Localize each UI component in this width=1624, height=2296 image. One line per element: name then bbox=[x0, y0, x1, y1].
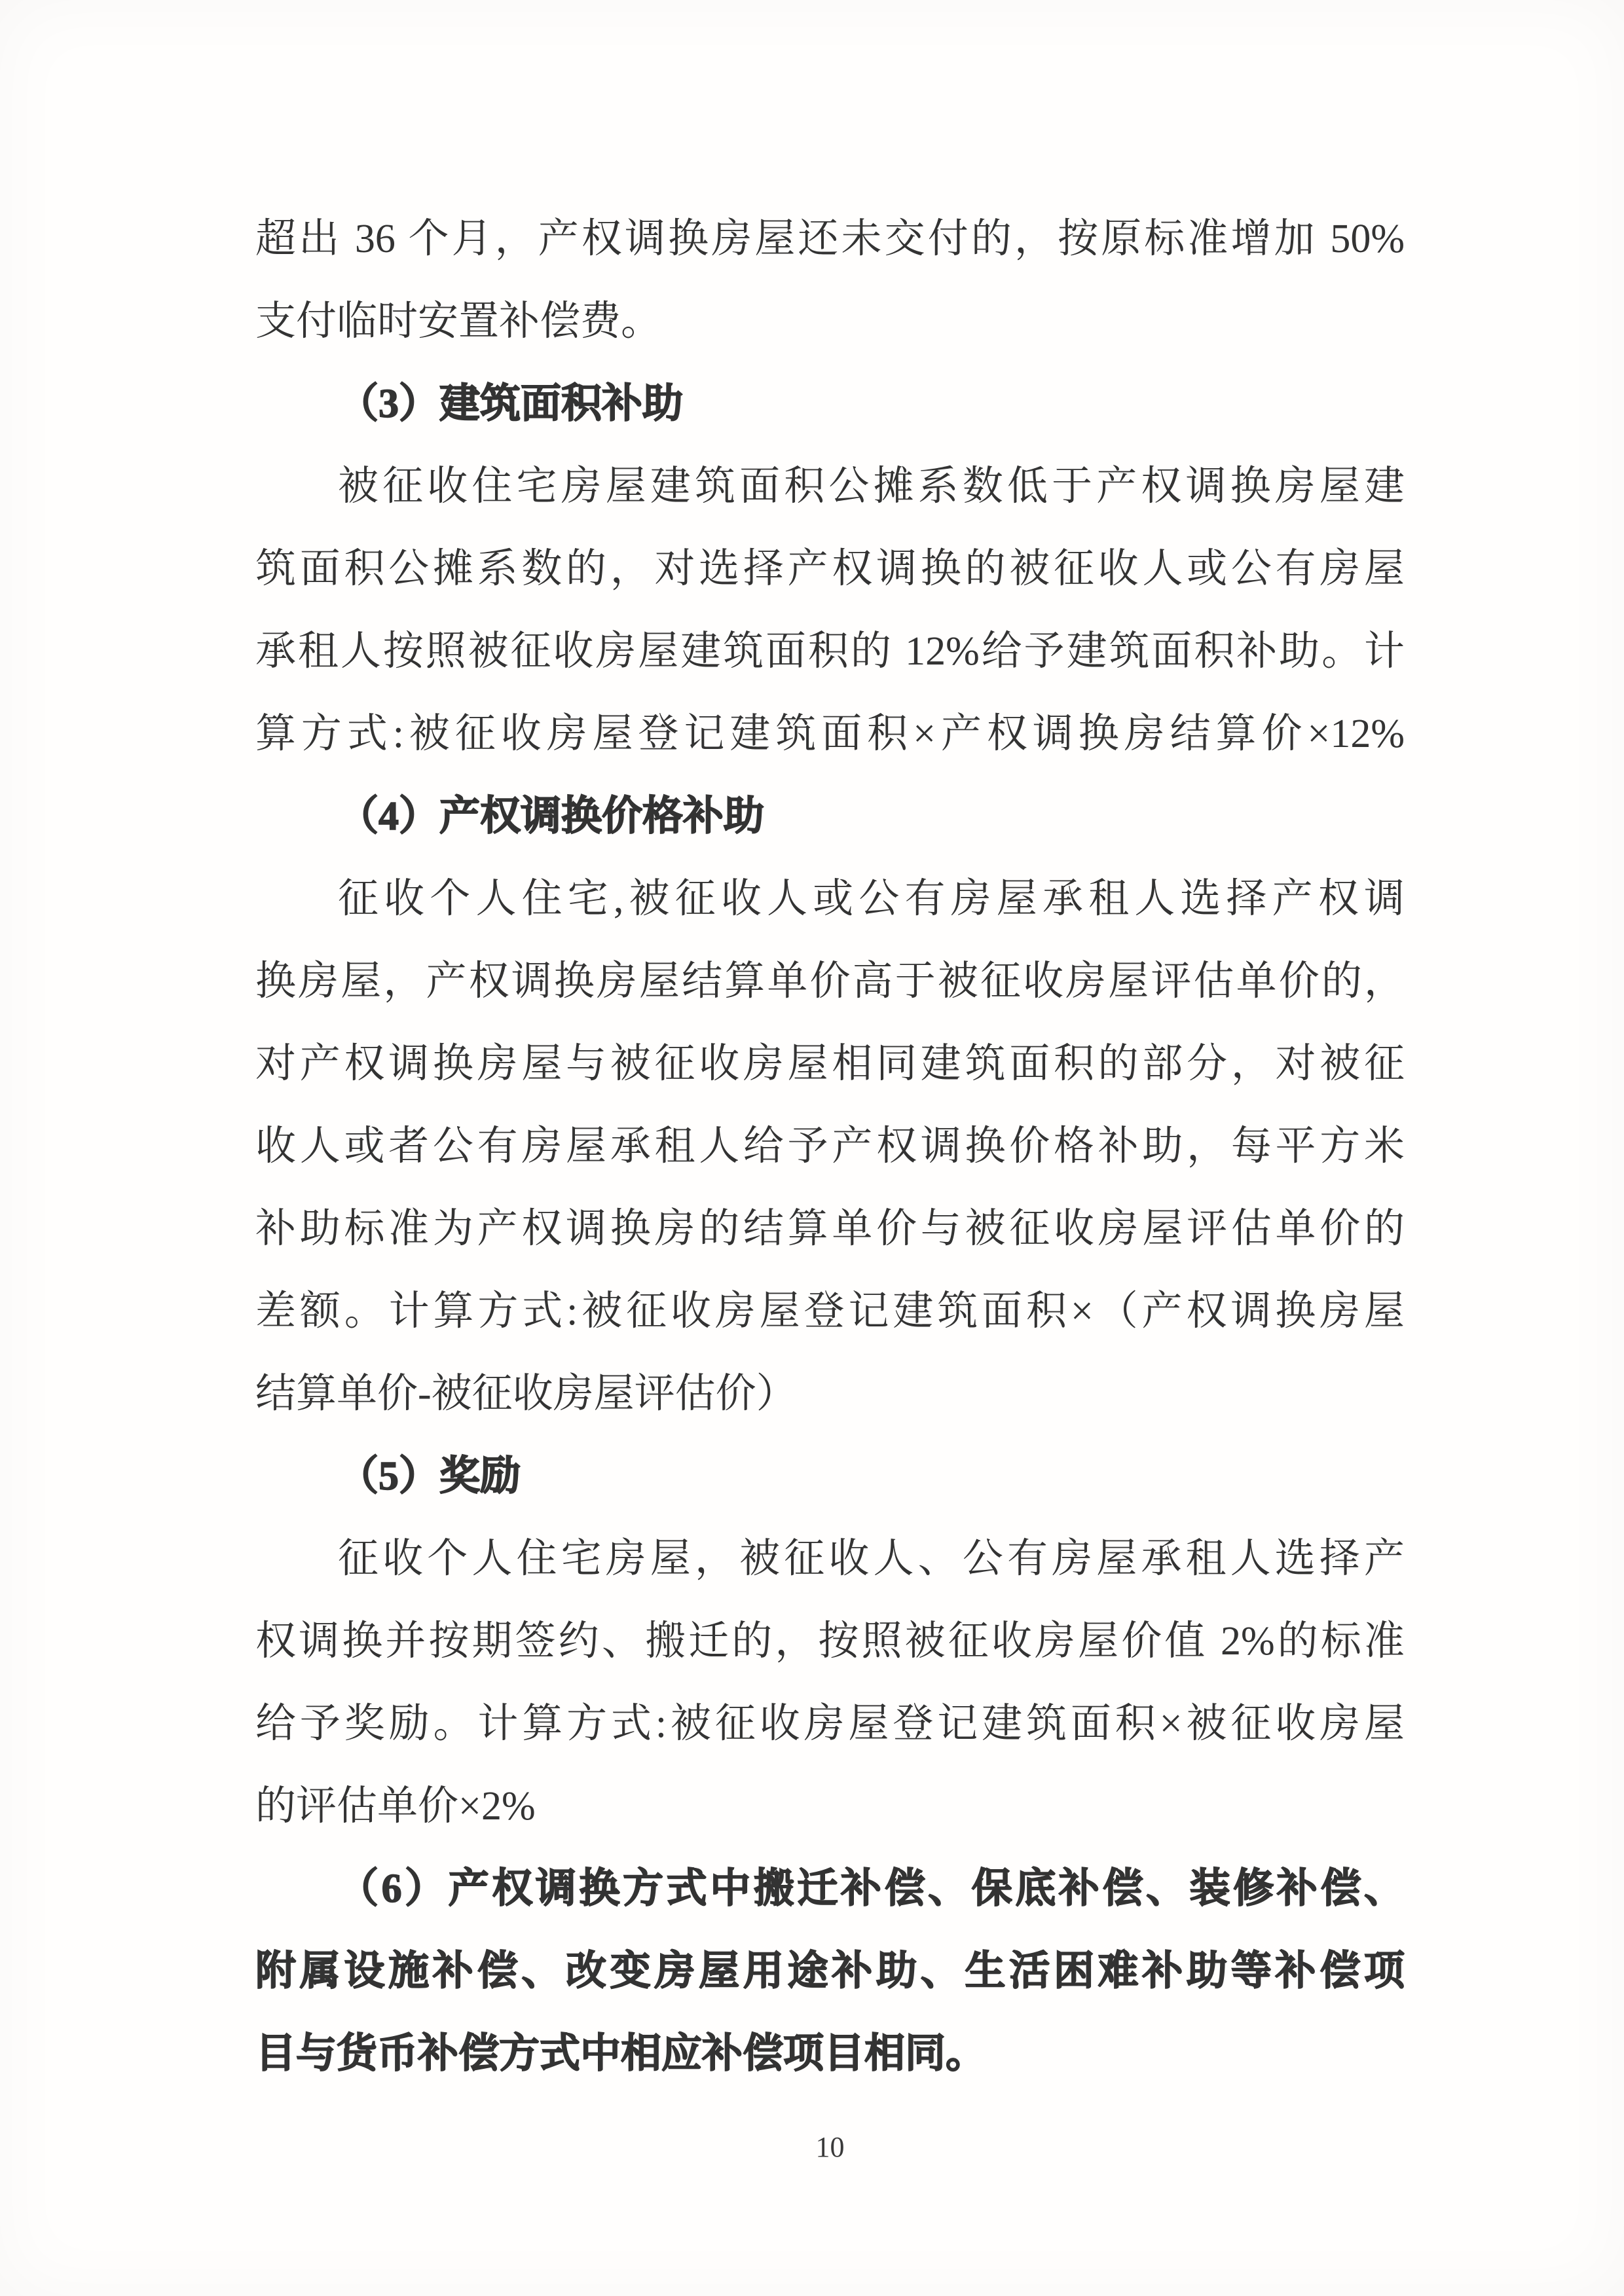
text-line: 征收个人住宅房屋，被征收人、公有房屋承租人选择产 bbox=[338, 1537, 1405, 1581]
text-line: 换房屋，产权调换房屋结算单价高于被征收房屋评估单价的， bbox=[255, 959, 1405, 1004]
text-line: 超出 36 个月，产权调换房屋还未交付的，按原标准增加 50% bbox=[255, 217, 1405, 261]
text-line: 收人或者公有房屋承租人给予产权调换价格补助，每平方米 bbox=[255, 1124, 1405, 1169]
text-line: 的评估单价×2% bbox=[255, 1784, 536, 1829]
text-line: 给予奖励。计算方式:被征收房屋登记建筑面积×被征收房屋 bbox=[255, 1702, 1405, 1746]
text-line: （4）产权调换价格补助 bbox=[338, 794, 765, 839]
text-line: 差额。计算方式:被征收房屋登记建筑面积×（产权调换房屋 bbox=[255, 1289, 1405, 1334]
text-line: 结算单价-被征收房屋评估价） bbox=[255, 1372, 797, 1416]
text-line: 筑面积公摊系数的，对选择产权调换的被征收人或公有房屋 bbox=[255, 547, 1405, 591]
text-line: 承租人按照被征收房屋建筑面积的 12%给予建筑面积补助。计 bbox=[255, 629, 1405, 674]
text-block bbox=[255, 198, 1405, 2095]
text-line: 附属设施补偿、改变房屋用途补助、生活困难补助等补偿项 bbox=[255, 1949, 1405, 1994]
page-number: 10 bbox=[815, 2131, 845, 2163]
text-line: 补助标准为产权调换房的结算单价与被征收房屋评估单价的 bbox=[255, 1207, 1405, 1251]
text-line: 支付临时安置补偿费。 bbox=[255, 299, 662, 344]
text-line: 权调换并按期签约、搬迁的，按照被征收房屋价值 2%的标准 bbox=[255, 1619, 1405, 1664]
text-line: （3）建筑面积补助 bbox=[338, 382, 684, 426]
text-line: 征收个人住宅,被征收人或公有房屋承租人选择产权调 bbox=[338, 877, 1405, 921]
text-line: 算方式:被征收房屋登记建筑面积×产权调换房结算价×12% bbox=[255, 712, 1405, 756]
text-line: 目与货币补偿方式中相应补偿项目相同。 bbox=[255, 2032, 987, 2076]
text-line: 对产权调换房屋与被征收房屋相同建筑面积的部分，对被征 bbox=[255, 1042, 1405, 1086]
text-line: 被征收住宅房屋建筑面积公摊系数低于产权调换房屋建 bbox=[338, 464, 1405, 509]
text-line: （6）产权调换方式中搬迁补偿、保底补偿、装修补偿、 bbox=[338, 1867, 1405, 1911]
text-line: （5）奖励 bbox=[338, 1454, 521, 1499]
